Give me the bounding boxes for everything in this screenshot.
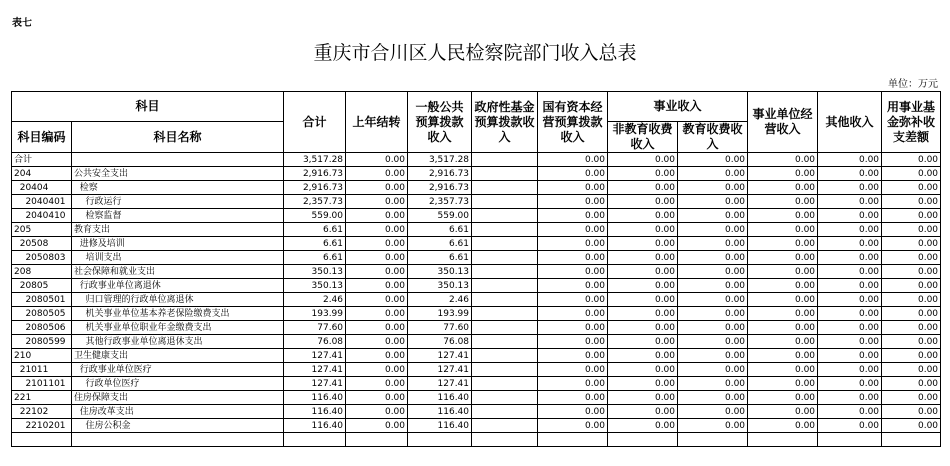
cell-carry: 0.00 xyxy=(346,279,408,293)
cell-total: 6.61 xyxy=(284,251,346,265)
cell-bizUnit: 0.00 xyxy=(748,321,818,335)
table-row xyxy=(12,265,941,279)
cell-total: 2,916.73 xyxy=(284,167,346,181)
cell-code: 22102 xyxy=(12,405,72,419)
cell-bizUnit: 0.00 xyxy=(748,181,818,195)
table-row xyxy=(12,321,941,335)
cell-total: 76.08 xyxy=(284,335,346,349)
table-row-empty xyxy=(12,433,941,447)
cell-nonEdu: 0.00 xyxy=(608,307,678,321)
cell-nonEdu: 0.00 xyxy=(608,167,678,181)
cell-state: 0.00 xyxy=(538,251,608,265)
cell-subsidy: 0.00 xyxy=(882,265,941,279)
cell-other: 0.00 xyxy=(818,419,882,433)
table-row xyxy=(12,307,941,321)
cell-edu: 0.00 xyxy=(678,181,748,195)
cell-nonEdu: 0.00 xyxy=(608,293,678,307)
cell-total: 6.61 xyxy=(284,237,346,251)
cell-subsidy: 0.00 xyxy=(882,321,941,335)
cell-code: 210 xyxy=(12,349,72,363)
cell-empty xyxy=(346,433,408,447)
cell-edu: 0.00 xyxy=(678,293,748,307)
cell-edu: 0.00 xyxy=(678,335,748,349)
cell-state: 0.00 xyxy=(538,237,608,251)
cell-edu: 0.00 xyxy=(678,349,748,363)
income-table xyxy=(11,91,941,447)
cell-bizUnit: 0.00 xyxy=(748,405,818,419)
cell-name: 住房改革支出 xyxy=(72,405,284,419)
cell-code: 208 xyxy=(12,265,72,279)
cell-code: 20508 xyxy=(12,237,72,251)
cell-general: 193.99 xyxy=(408,307,472,321)
cell-nonEdu: 0.00 xyxy=(608,363,678,377)
cell-edu: 0.00 xyxy=(678,321,748,335)
header-subject: 科目 xyxy=(12,92,284,122)
cell-edu: 0.00 xyxy=(678,405,748,419)
cell-carry: 0.00 xyxy=(346,237,408,251)
cell-edu: 0.00 xyxy=(678,237,748,251)
cell-total: 3,517.28 xyxy=(284,153,346,167)
cell-subsidy: 0.00 xyxy=(882,419,941,433)
table-row xyxy=(12,237,941,251)
cell-carry: 0.00 xyxy=(346,209,408,223)
cell-edu: 0.00 xyxy=(678,391,748,405)
cell-subsidy: 0.00 xyxy=(882,349,941,363)
cell-state: 0.00 xyxy=(538,223,608,237)
cell-edu: 0.00 xyxy=(678,265,748,279)
cell-bizUnit: 0.00 xyxy=(748,209,818,223)
header-business: 事业收入 xyxy=(608,92,748,122)
cell-name: 住房保障支出 xyxy=(72,391,284,405)
cell-total: 116.40 xyxy=(284,391,346,405)
cell-nonEdu: 0.00 xyxy=(608,335,678,349)
cell-carry: 0.00 xyxy=(346,307,408,321)
cell-edu: 0.00 xyxy=(678,279,748,293)
cell-other: 0.00 xyxy=(818,181,882,195)
cell-state: 0.00 xyxy=(538,307,608,321)
cell-other: 0.00 xyxy=(818,335,882,349)
table-row xyxy=(12,223,941,237)
cell-subsidy: 0.00 xyxy=(882,279,941,293)
cell-carry: 0.00 xyxy=(346,251,408,265)
cell-bizUnit: 0.00 xyxy=(748,223,818,237)
cell-other: 0.00 xyxy=(818,167,882,181)
cell-general: 76.08 xyxy=(408,335,472,349)
cell-empty xyxy=(818,433,882,447)
cell-bizUnit: 0.00 xyxy=(748,363,818,377)
table-row xyxy=(12,363,941,377)
cell-fund xyxy=(472,195,538,209)
cell-edu: 0.00 xyxy=(678,167,748,181)
cell-subsidy: 0.00 xyxy=(882,167,941,181)
cell-state: 0.00 xyxy=(538,419,608,433)
cell-carry: 0.00 xyxy=(346,153,408,167)
cell-name: 进修及培训 xyxy=(72,237,284,251)
table-row xyxy=(12,377,941,391)
cell-state: 0.00 xyxy=(538,321,608,335)
cell-other: 0.00 xyxy=(818,363,882,377)
cell-bizUnit: 0.00 xyxy=(748,195,818,209)
cell-bizUnit: 0.00 xyxy=(748,377,818,391)
cell-edu: 0.00 xyxy=(678,419,748,433)
cell-total: 2.46 xyxy=(284,293,346,307)
cell-name: 机关事业单位基本养老保险缴费支出 xyxy=(72,307,284,321)
cell-empty xyxy=(284,433,346,447)
cell-other: 0.00 xyxy=(818,223,882,237)
cell-edu: 0.00 xyxy=(678,307,748,321)
cell-name xyxy=(72,153,284,167)
cell-general: 350.13 xyxy=(408,279,472,293)
cell-carry: 0.00 xyxy=(346,321,408,335)
cell-total: 77.60 xyxy=(284,321,346,335)
cell-fund xyxy=(472,377,538,391)
cell-bizUnit: 0.00 xyxy=(748,349,818,363)
cell-other: 0.00 xyxy=(818,391,882,405)
cell-nonEdu: 0.00 xyxy=(608,321,678,335)
cell-name: 其他行政事业单位离退休支出 xyxy=(72,335,284,349)
cell-carry: 0.00 xyxy=(346,363,408,377)
cell-code: 2080506 xyxy=(12,321,72,335)
cell-general: 559.00 xyxy=(408,209,472,223)
cell-state: 0.00 xyxy=(538,377,608,391)
cell-total: 350.13 xyxy=(284,279,346,293)
cell-state: 0.00 xyxy=(538,153,608,167)
cell-carry: 0.00 xyxy=(346,181,408,195)
header-edu: 教育收费收入 xyxy=(678,122,748,153)
cell-general: 2,916.73 xyxy=(408,181,472,195)
table-row xyxy=(12,195,941,209)
cell-state: 0.00 xyxy=(538,391,608,405)
cell-carry: 0.00 xyxy=(346,223,408,237)
cell-fund xyxy=(472,265,538,279)
page-title: 重庆市合川区人民检察院部门收入总表 xyxy=(313,42,637,64)
cell-edu: 0.00 xyxy=(678,377,748,391)
cell-name: 行政事业单位医疗 xyxy=(72,363,284,377)
cell-subsidy: 0.00 xyxy=(882,251,941,265)
header-state-capital: 国有资本经营预算拨款收入 xyxy=(538,92,608,153)
cell-code: 2080501 xyxy=(12,293,72,307)
table-row xyxy=(12,153,941,167)
cell-name: 检察监督 xyxy=(72,209,284,223)
table-row xyxy=(12,405,941,419)
cell-bizUnit: 0.00 xyxy=(748,251,818,265)
cell-general: 6.61 xyxy=(408,251,472,265)
cell-general: 2,357.73 xyxy=(408,195,472,209)
cell-fund xyxy=(472,223,538,237)
cell-fund xyxy=(472,363,538,377)
cell-subsidy: 0.00 xyxy=(882,153,941,167)
cell-code: 2101101 xyxy=(12,377,72,391)
cell-fund xyxy=(472,321,538,335)
header-other: 其他收入 xyxy=(818,92,882,153)
cell-empty xyxy=(678,433,748,447)
cell-total: 116.40 xyxy=(284,405,346,419)
cell-code: 204 xyxy=(12,167,72,181)
cell-code: 221 xyxy=(12,391,72,405)
cell-nonEdu: 0.00 xyxy=(608,237,678,251)
cell-fund xyxy=(472,293,538,307)
cell-fund xyxy=(472,405,538,419)
cell-name: 公共安全支出 xyxy=(72,167,284,181)
cell-total: 116.40 xyxy=(284,419,346,433)
cell-fund xyxy=(472,237,538,251)
header-fund: 政府性基金预算拨款收入 xyxy=(472,92,538,153)
cell-name: 归口管理的行政单位离退休 xyxy=(72,293,284,307)
cell-other: 0.00 xyxy=(818,307,882,321)
cell-general: 6.61 xyxy=(408,223,472,237)
cell-name: 住房公积金 xyxy=(72,419,284,433)
cell-state: 0.00 xyxy=(538,293,608,307)
cell-nonEdu: 0.00 xyxy=(608,377,678,391)
cell-general: 116.40 xyxy=(408,419,472,433)
cell-general: 127.41 xyxy=(408,363,472,377)
cell-name: 教育支出 xyxy=(72,223,284,237)
unit-label: 单位：万元 xyxy=(888,79,938,90)
cell-code: 合计 xyxy=(12,153,72,167)
cell-total: 127.41 xyxy=(284,363,346,377)
cell-total: 6.61 xyxy=(284,223,346,237)
cell-state: 0.00 xyxy=(538,195,608,209)
cell-nonEdu: 0.00 xyxy=(608,405,678,419)
cell-general: 3,517.28 xyxy=(408,153,472,167)
cell-code: 2040410 xyxy=(12,209,72,223)
cell-code: 205 xyxy=(12,223,72,237)
cell-carry: 0.00 xyxy=(346,349,408,363)
cell-state: 0.00 xyxy=(538,335,608,349)
table-row xyxy=(12,391,941,405)
cell-edu: 0.00 xyxy=(678,251,748,265)
table-row xyxy=(12,181,941,195)
cell-other: 0.00 xyxy=(818,321,882,335)
cell-nonEdu: 0.00 xyxy=(608,265,678,279)
cell-carry: 0.00 xyxy=(346,377,408,391)
cell-name: 卫生健康支出 xyxy=(72,349,284,363)
cell-subsidy: 0.00 xyxy=(882,293,941,307)
header-code: 科目编码 xyxy=(12,122,72,153)
cell-carry: 0.00 xyxy=(346,419,408,433)
cell-state: 0.00 xyxy=(538,167,608,181)
cell-subsidy: 0.00 xyxy=(882,307,941,321)
cell-fund xyxy=(472,335,538,349)
cell-bizUnit: 0.00 xyxy=(748,293,818,307)
header-general: 一般公共预算拨款收入 xyxy=(408,92,472,153)
cell-nonEdu: 0.00 xyxy=(608,349,678,363)
cell-general: 127.41 xyxy=(408,349,472,363)
cell-subsidy: 0.00 xyxy=(882,391,941,405)
cell-bizUnit: 0.00 xyxy=(748,237,818,251)
cell-empty xyxy=(882,433,941,447)
cell-code: 20805 xyxy=(12,279,72,293)
cell-other: 0.00 xyxy=(818,251,882,265)
cell-general: 2.46 xyxy=(408,293,472,307)
cell-name: 培训支出 xyxy=(72,251,284,265)
table-tag: 表七 xyxy=(12,18,32,29)
cell-empty xyxy=(12,433,72,447)
cell-fund xyxy=(472,167,538,181)
cell-edu: 0.00 xyxy=(678,363,748,377)
cell-bizUnit: 0.00 xyxy=(748,307,818,321)
table-row xyxy=(12,293,941,307)
cell-total: 193.99 xyxy=(284,307,346,321)
cell-code: 2040401 xyxy=(12,195,72,209)
cell-code: 2080599 xyxy=(12,335,72,349)
table-row xyxy=(12,279,941,293)
cell-other: 0.00 xyxy=(818,279,882,293)
cell-nonEdu: 0.00 xyxy=(608,391,678,405)
table-row xyxy=(12,419,941,433)
cell-bizUnit: 0.00 xyxy=(748,265,818,279)
cell-total: 2,357.73 xyxy=(284,195,346,209)
cell-subsidy: 0.00 xyxy=(882,181,941,195)
cell-state: 0.00 xyxy=(538,405,608,419)
cell-empty xyxy=(538,433,608,447)
cell-subsidy: 0.00 xyxy=(882,377,941,391)
table-row xyxy=(12,251,941,265)
cell-carry: 0.00 xyxy=(346,405,408,419)
header-biz-unit: 事业单位经营收入 xyxy=(748,92,818,153)
table-row xyxy=(12,349,941,363)
cell-carry: 0.00 xyxy=(346,265,408,279)
cell-carry: 0.00 xyxy=(346,167,408,181)
header-carryover: 上年结转 xyxy=(346,92,408,153)
cell-nonEdu: 0.00 xyxy=(608,223,678,237)
cell-nonEdu: 0.00 xyxy=(608,251,678,265)
cell-subsidy: 0.00 xyxy=(882,209,941,223)
cell-general: 350.13 xyxy=(408,265,472,279)
cell-subsidy: 0.00 xyxy=(882,405,941,419)
cell-state: 0.00 xyxy=(538,279,608,293)
cell-edu: 0.00 xyxy=(678,153,748,167)
cell-carry: 0.00 xyxy=(346,391,408,405)
cell-other: 0.00 xyxy=(818,349,882,363)
cell-fund xyxy=(472,279,538,293)
cell-bizUnit: 0.00 xyxy=(748,335,818,349)
cell-general: 6.61 xyxy=(408,237,472,251)
cell-carry: 0.00 xyxy=(346,195,408,209)
cell-other: 0.00 xyxy=(818,377,882,391)
cell-bizUnit: 0.00 xyxy=(748,167,818,181)
cell-subsidy: 0.00 xyxy=(882,195,941,209)
cell-nonEdu: 0.00 xyxy=(608,153,678,167)
cell-code: 2050803 xyxy=(12,251,72,265)
cell-carry: 0.00 xyxy=(346,293,408,307)
cell-state: 0.00 xyxy=(538,265,608,279)
cell-fund xyxy=(472,181,538,195)
cell-subsidy: 0.00 xyxy=(882,237,941,251)
header-non-edu: 非教育收费收入 xyxy=(608,122,678,153)
cell-other: 0.00 xyxy=(818,237,882,251)
cell-total: 127.41 xyxy=(284,349,346,363)
cell-empty xyxy=(748,433,818,447)
cell-subsidy: 0.00 xyxy=(882,363,941,377)
cell-bizUnit: 0.00 xyxy=(748,153,818,167)
cell-empty xyxy=(72,433,284,447)
cell-edu: 0.00 xyxy=(678,209,748,223)
cell-general: 2,916.73 xyxy=(408,167,472,181)
cell-bizUnit: 0.00 xyxy=(748,391,818,405)
cell-state: 0.00 xyxy=(538,363,608,377)
cell-edu: 0.00 xyxy=(678,195,748,209)
cell-other: 0.00 xyxy=(818,405,882,419)
cell-other: 0.00 xyxy=(818,153,882,167)
cell-total: 559.00 xyxy=(284,209,346,223)
cell-carry: 0.00 xyxy=(346,335,408,349)
cell-name: 行政事业单位离退休 xyxy=(72,279,284,293)
cell-total: 2,916.73 xyxy=(284,181,346,195)
cell-name: 行政单位医疗 xyxy=(72,377,284,391)
cell-other: 0.00 xyxy=(818,209,882,223)
cell-empty xyxy=(608,433,678,447)
cell-code: 2080505 xyxy=(12,307,72,321)
cell-state: 0.00 xyxy=(538,181,608,195)
header-name: 科目名称 xyxy=(72,122,284,153)
cell-state: 0.00 xyxy=(538,349,608,363)
cell-general: 116.40 xyxy=(408,405,472,419)
cell-subsidy: 0.00 xyxy=(882,223,941,237)
table-row xyxy=(12,335,941,349)
table-row xyxy=(12,209,941,223)
cell-code: 2210201 xyxy=(12,419,72,433)
cell-bizUnit: 0.00 xyxy=(748,279,818,293)
cell-fund xyxy=(472,209,538,223)
cell-fund xyxy=(472,251,538,265)
cell-other: 0.00 xyxy=(818,195,882,209)
cell-name: 机关事业单位职业年金缴费支出 xyxy=(72,321,284,335)
cell-nonEdu: 0.00 xyxy=(608,419,678,433)
cell-fund xyxy=(472,419,538,433)
cell-nonEdu: 0.00 xyxy=(608,209,678,223)
cell-name: 社会保障和就业支出 xyxy=(72,265,284,279)
header-subsidy: 用事业基金弥补收支差额 xyxy=(882,92,941,153)
cell-code: 21011 xyxy=(12,363,72,377)
cell-general: 116.40 xyxy=(408,391,472,405)
cell-subsidy: 0.00 xyxy=(882,335,941,349)
header-total: 合计 xyxy=(284,92,346,153)
cell-name: 行政运行 xyxy=(72,195,284,209)
cell-empty xyxy=(408,433,472,447)
cell-general: 127.41 xyxy=(408,377,472,391)
cell-empty xyxy=(472,433,538,447)
cell-nonEdu: 0.00 xyxy=(608,279,678,293)
cell-total: 127.41 xyxy=(284,377,346,391)
cell-total: 350.13 xyxy=(284,265,346,279)
cell-code: 20404 xyxy=(12,181,72,195)
cell-edu: 0.00 xyxy=(678,223,748,237)
cell-general: 77.60 xyxy=(408,321,472,335)
cell-bizUnit: 0.00 xyxy=(748,419,818,433)
cell-fund xyxy=(472,153,538,167)
cell-state: 0.00 xyxy=(538,209,608,223)
cell-nonEdu: 0.00 xyxy=(608,181,678,195)
cell-fund xyxy=(472,307,538,321)
cell-other: 0.00 xyxy=(818,265,882,279)
cell-name: 检察 xyxy=(72,181,284,195)
cell-fund xyxy=(472,349,538,363)
cell-other: 0.00 xyxy=(818,293,882,307)
cell-fund xyxy=(472,391,538,405)
table-row xyxy=(12,167,941,181)
cell-nonEdu: 0.00 xyxy=(608,195,678,209)
